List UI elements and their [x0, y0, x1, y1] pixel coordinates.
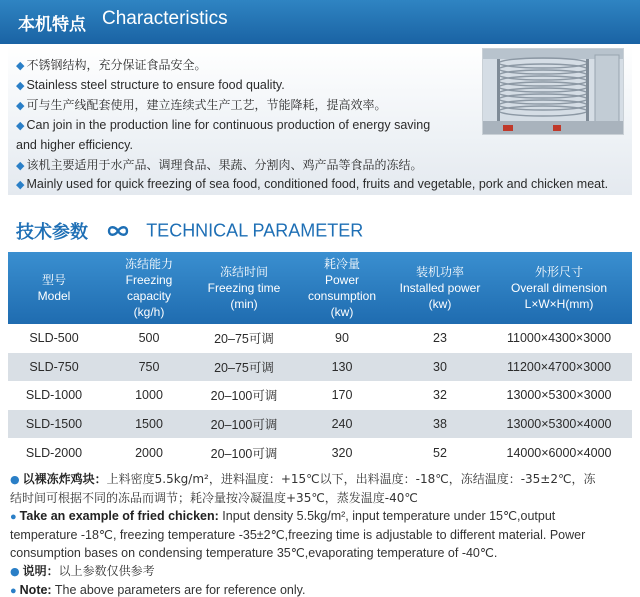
column-header-overall-dimension: 外形尺寸 Overall dimension L×W×H(mm) — [486, 252, 632, 324]
bullet-icon: ◆ — [16, 99, 25, 112]
table-cell: SLD-1000 — [8, 381, 100, 410]
table-row — [8, 324, 632, 353]
bullet-icon: ● — [10, 511, 17, 523]
technical-title-en: TECHNICAL PARAMETER — [146, 220, 364, 241]
example-note-en-cont: temperature -18℃, freezing temperature -35±2℃,freezing time is adjustable to different material. Power — [10, 528, 586, 542]
section-title-en: Characteristics — [102, 8, 228, 29]
table-cell: SLD-500 — [8, 324, 100, 353]
table-cell: 170 — [290, 381, 394, 410]
bullet-icon: ◆ — [16, 179, 25, 191]
example-note-en: ● Take an example of fried chicken: Input density 5.5kg/m², input temperature under 15℃,output — [10, 509, 556, 523]
table-cell: 20–75可调 — [198, 324, 290, 353]
bullet-icon: ● — [10, 585, 17, 597]
example-note-cn: ● 以裸冻炸鸡块：上料密度5.5kg/m²，进料温度：+15℃以下，出料温度：-18℃，冻结温度：-35±2℃，冻 — [10, 472, 596, 486]
table-row — [8, 410, 632, 439]
table-cell: 52 — [394, 438, 486, 467]
table-header-row — [8, 252, 632, 324]
bullet-icon: ◆ — [16, 119, 25, 132]
table-cell: SLD-2000 — [8, 438, 100, 467]
reference-note-en: ● Note: The above parameters are for reference only. — [10, 583, 306, 597]
list-item: ◆ Can join in the production line for continuous production of energy saving — [16, 117, 431, 132]
table-cell: SLD-1500 — [8, 410, 100, 439]
table-cell: 13000×5300×3000 — [486, 381, 632, 410]
table-cell: 20–75可调 — [198, 353, 290, 382]
table-cell: 23 — [394, 324, 486, 353]
bullet-icon: ● — [10, 473, 20, 486]
column-header-freezing-capacity: 冻结能力 Freezing capacity (kg/h) — [100, 252, 198, 324]
spiral-freezer-photo — [482, 48, 624, 135]
bullet-icon: ◆ — [16, 158, 25, 172]
bullet-icon: ● — [10, 565, 20, 578]
technical-parameter-heading — [16, 218, 363, 244]
list-item: ◆ Stainless steel structure to ensure food quality. — [16, 77, 285, 92]
list-item: ◆ 不锈钢结构，充分保证食品安全。 — [16, 58, 207, 72]
list-item-continuation: and higher efficiency. — [16, 138, 133, 152]
table-cell: 2000 — [100, 438, 198, 467]
section-header-characteristics — [0, 0, 640, 44]
table-cell: 32 — [394, 381, 486, 410]
table-cell: 320 — [290, 438, 394, 467]
table-cell: 750 — [100, 353, 198, 382]
table-cell: 30 — [394, 353, 486, 382]
technical-title-cn: 技术参数 — [16, 222, 88, 243]
table-cell: 20–100可调 — [198, 410, 290, 439]
section-title-cn: 本机特点 — [18, 15, 86, 35]
table-cell: 130 — [290, 353, 394, 382]
list-item: ◆ 可与生产线配套使用，建立连续式生产工艺，节能降耗，提高效率。 — [16, 98, 387, 112]
table-row — [8, 438, 632, 467]
list-item: ◆ Mainly used for quick freezing of sea food, conditioned food, fruits and vegetable, pork and chicken meat. — [16, 177, 609, 191]
column-header-freezing-time: 冻结时间 Freezing time (min) — [198, 252, 290, 324]
table-row — [8, 381, 632, 410]
list-item: ◆ 该机主要适用于水产品、调理食品、果蔬、分割肉、鸡产品等食品的冻结。 — [16, 157, 423, 172]
bullet-icon: ◆ — [16, 59, 25, 72]
example-note-en-cont2: consumption bases on condensing temperature 35℃,evaporating temperature of -40℃. — [10, 546, 498, 560]
notes-section — [10, 470, 630, 597]
table-cell: 90 — [290, 324, 394, 353]
table-cell: SLD-750 — [8, 353, 100, 382]
parameter-table — [8, 252, 632, 467]
table-cell: 20–100可调 — [198, 381, 290, 410]
infinity-icon — [105, 224, 131, 238]
example-note-cn-cont: 结时间可根据不同的冻品而调节；耗冷量按冷凝温度+35℃，蒸发温度-40℃ — [10, 491, 418, 505]
table-cell: 38 — [394, 410, 486, 439]
table-cell: 1000 — [100, 381, 198, 410]
column-header-installed-power: 装机功率 Installed power (kw) — [394, 252, 486, 324]
table-cell: 240 — [290, 410, 394, 439]
bullet-icon: ◆ — [16, 79, 25, 92]
column-header-model: 型号 Model — [8, 252, 100, 324]
table-cell: 14000×6000×4000 — [486, 438, 632, 467]
table-cell: 13000×5300×4000 — [486, 410, 632, 439]
table-cell: 11000×4300×3000 — [486, 324, 632, 353]
table-row — [8, 353, 632, 382]
table-cell: 11200×4700×3000 — [486, 353, 632, 382]
table-cell: 1500 — [100, 410, 198, 439]
spiral-freezer-image — [483, 49, 624, 135]
reference-note-cn: ● 说明：以上参数仅供参考 — [10, 564, 155, 578]
column-header-power-consumption: 耗冷量 Power consumption (kw) — [290, 252, 394, 324]
table-cell: 20–100可调 — [198, 438, 290, 467]
table-cell: 500 — [100, 324, 198, 353]
